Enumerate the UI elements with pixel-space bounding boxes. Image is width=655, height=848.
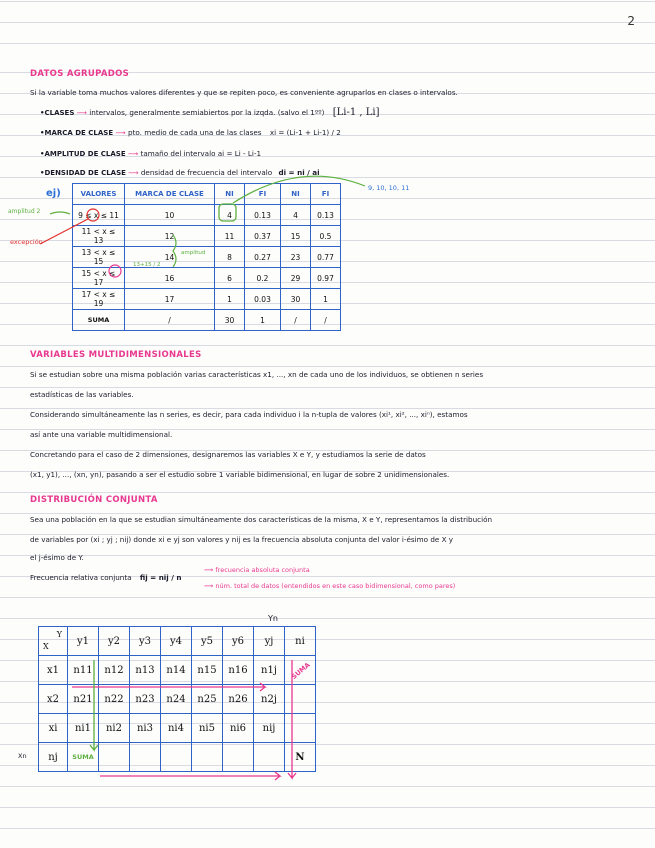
grid-cell: ni5 (192, 714, 223, 743)
ni-sum-arrow (288, 660, 296, 778)
grid-header: y4 (161, 627, 192, 656)
grid-cell: n12 (99, 656, 130, 685)
densidad-formula: di = ni / ai (278, 168, 320, 177)
cell: 4 (215, 205, 245, 226)
header-valores: VALORES (73, 184, 125, 205)
grid-cell: n24 (161, 685, 192, 714)
section-title-multidimensionales: VARIABLES MULTIDIMENSIONALES (30, 350, 202, 360)
corner-y: Y (56, 630, 62, 639)
frec-note-1-text: frecuencia absoluta conjunta (215, 566, 310, 574)
cell: 13 < x ≤ 15 (73, 247, 125, 268)
grid-row-label: xi (39, 714, 68, 743)
amplitud-side-label: amplitud (181, 250, 206, 256)
cell: 11 < x ≤ 13 (73, 226, 125, 247)
cell: 8 (215, 247, 245, 268)
grid-header: y1 (68, 627, 99, 656)
cell: / (125, 310, 215, 331)
bullet-amplitud-text: tamaño del intervalo ai = Li - Li-1 (140, 149, 262, 158)
row-sum-arrow (72, 683, 265, 691)
cell: / (281, 310, 311, 331)
cell: 0.5 (311, 226, 341, 247)
frec-relativa-label: Frecuencia relativa conjunta (30, 573, 132, 582)
grid-row-label: x1 (39, 656, 68, 685)
amplitud-label: amplitud 2 (8, 208, 41, 215)
cell: 0.2 (245, 268, 281, 289)
grid-cell: nij (254, 714, 285, 743)
cell: 0.13 (245, 205, 281, 226)
bullet-clases-text: intervalos, generalmente semiabiertos por la izqda. (salvo el 1ºº) (89, 108, 325, 117)
cell: 17 (125, 289, 215, 310)
section-title-distribucion: DISTRIBUCIÓN CONJUNTA (30, 495, 158, 505)
cell: 11 (215, 226, 245, 247)
header-fi: FI (245, 184, 281, 205)
multi-line-2: estadísticas de las variables. (30, 390, 134, 399)
fraction-note: 13+15 / 2 (133, 262, 161, 268)
grid-header: yj (254, 627, 285, 656)
grid-cell: ni6 (223, 714, 254, 743)
frec-note-2: ⟿ núm. total de datos (entendidos en este caso bidimensional, como pares) (204, 582, 456, 590)
cell: SUMA (73, 310, 125, 331)
grid-cell: n25 (192, 685, 223, 714)
cell: 0.13 (311, 205, 341, 226)
column-sum-arrow (90, 660, 98, 750)
grid-header: ni (285, 627, 316, 656)
nj-sum-arrow (100, 772, 280, 780)
cell: 1 (245, 310, 281, 331)
frec-note-1: ⟿ frecuencia absoluta conjunta (204, 566, 310, 574)
cell: 1 (215, 289, 245, 310)
bullet-densidad-text: densidad de frecuencia del intervalo (140, 168, 273, 177)
cell: 12 (125, 226, 215, 247)
grid-total: N (285, 743, 316, 772)
grid-header: y6 (223, 627, 254, 656)
grid-cell: n26 (223, 685, 254, 714)
grid-cell: ni4 (161, 714, 192, 743)
frec-note-2-text: núm. total de datos (entendidos en este caso bidimensional, como pares) (215, 582, 456, 590)
corner-x: X (43, 642, 49, 651)
cell: 9 ≤ x ≤ 11 (73, 205, 125, 226)
cell: 15 < x ≤ 17 (73, 268, 125, 289)
grid-cell: n22 (99, 685, 130, 714)
grid-row-label: nj (39, 743, 68, 772)
cell: 6 (215, 268, 245, 289)
grid-header: y3 (130, 627, 161, 656)
excepcion-label: excepción (10, 238, 43, 246)
bullet-clases-term: •CLASES (40, 109, 75, 117)
dist-line-1: Sea una población en la que se estudian simultáneamente dos características de la misma, X e Y, representamos la distribución (30, 515, 493, 524)
header-Fi: FI (311, 184, 341, 205)
grid-cell: ni2 (99, 714, 130, 743)
grid-cell: n13 (130, 656, 161, 685)
grid-header: y5 (192, 627, 223, 656)
densidad-note: 9, 10, 10, 11 (368, 184, 410, 192)
grid-header: y2 (99, 627, 130, 656)
yn-label: Yn (268, 614, 278, 623)
bullet-marca-clase: •MARCA DE CLASE ⟿ pto. medio de cada una de las clases xi = (Li-1 + Li-1) / 2 (40, 128, 341, 137)
grid-cell: ni3 (130, 714, 161, 743)
grid-cell: n2j (254, 685, 285, 714)
cell: 16 (125, 268, 215, 289)
intro-text: Si la variable toma muchos valores diferentes y que se repiten poco, es conveniente agruparlos en clases o intervalos. (30, 88, 458, 97)
header-ni: NI (215, 184, 245, 205)
bullet-densidad-term: •DENSIDAD DE CLASE (40, 169, 126, 177)
bullet-marca-text: pto. medio de cada una de las clases (128, 128, 262, 137)
cell: 17 < x ≤ 19 (73, 289, 125, 310)
cell: 0.97 (311, 268, 341, 289)
bullet-densidad: •DENSIDAD DE CLASE ⟿ densidad de frecuencia del intervalo di = ni / ai (40, 168, 320, 177)
cell: 30 (215, 310, 245, 331)
multi-line-6: (x1, y1), ..., (xn, yn), pasando a ser el estudio sobre 1 variable bidimensional, en lugar de sobre 2 unidimensionales. (30, 470, 450, 479)
grid-cell: ni1 (68, 714, 99, 743)
grid-cell: n1j (254, 656, 285, 685)
multi-line-1: Si se estudian sobre una misma población varias características x1, ..., xn de cada uno de los individuos, se obtienen n series (30, 370, 484, 379)
cell: 29 (281, 268, 311, 289)
bullet-marca-term: •MARCA DE CLASE (40, 129, 114, 137)
example-label: ej) (46, 188, 61, 199)
cell: 1 (311, 289, 341, 310)
page-number: 2 (627, 14, 635, 28)
cell: 23 (281, 247, 311, 268)
section-title-datos-agrupados: DATOS AGRUPADOS (30, 69, 130, 79)
bullet-amplitud-term: •AMPLITUD DE CLASE (40, 150, 126, 158)
cell: 0.37 (245, 226, 281, 247)
cell: / (311, 310, 341, 331)
cell: 0.03 (245, 289, 281, 310)
header-Ni: NI (281, 184, 311, 205)
cell: 0.77 (311, 247, 341, 268)
cell: 14 (125, 247, 215, 268)
bullet-amplitud: •AMPLITUD DE CLASE ⟿ tamaño del intervalo ai = Li - Li-1 (40, 149, 262, 158)
grid-cell: n23 (130, 685, 161, 714)
grid-row-label: x2 (39, 685, 68, 714)
cell: 0.27 (245, 247, 281, 268)
cell: 30 (281, 289, 311, 310)
clases-notation: [Li-1 , Li] (332, 107, 380, 118)
cell: 4 (281, 205, 311, 226)
frec-relativa-formula: fij = nij / n (139, 573, 182, 582)
xn-label: Xn (18, 752, 27, 760)
cell: 10 (125, 205, 215, 226)
grid-cell: n16 (223, 656, 254, 685)
grid-cell: n21 (68, 685, 99, 714)
multi-line-4: así ante una variable multidimensional. (30, 430, 173, 439)
marca-formula: xi = (Li-1 + Li-1) / 2 (269, 128, 341, 137)
multi-line-3: Considerando simultáneamente las n series, es decir, para cada individuo i la n-tupla de valores (xi¹, xi², ..., xiⁿ), estamos (30, 410, 468, 419)
multi-line-5: Concretando para el caso de 2 dimensiones, designaremos las variables X e Y, y estudiamos la serie de datos (30, 450, 426, 459)
cell: 15 (281, 226, 311, 247)
grid-cell: n14 (161, 656, 192, 685)
grid-sum-label: SUMA (279, 649, 321, 691)
grid-sum-label-bottom: SUMA (68, 743, 99, 772)
grid-cell: n15 (192, 656, 223, 685)
bullet-clases: •CLASES ⟿ intervalos, generalmente semiabiertos por la izqda. (salvo el 1ºº) [Li-1 , Li] (40, 107, 380, 118)
header-marca: MARCA DE CLASE (125, 184, 215, 205)
dist-line-2: de variables por (xi ; yj ; nij) donde xi e yj son valores y nij es la frecuencia absoluta conjunta del valor i-ésimo de X y (30, 535, 454, 544)
dist-line-3: el j-ésimo de Y. (30, 553, 84, 562)
grid-cell: n11 (68, 656, 99, 685)
